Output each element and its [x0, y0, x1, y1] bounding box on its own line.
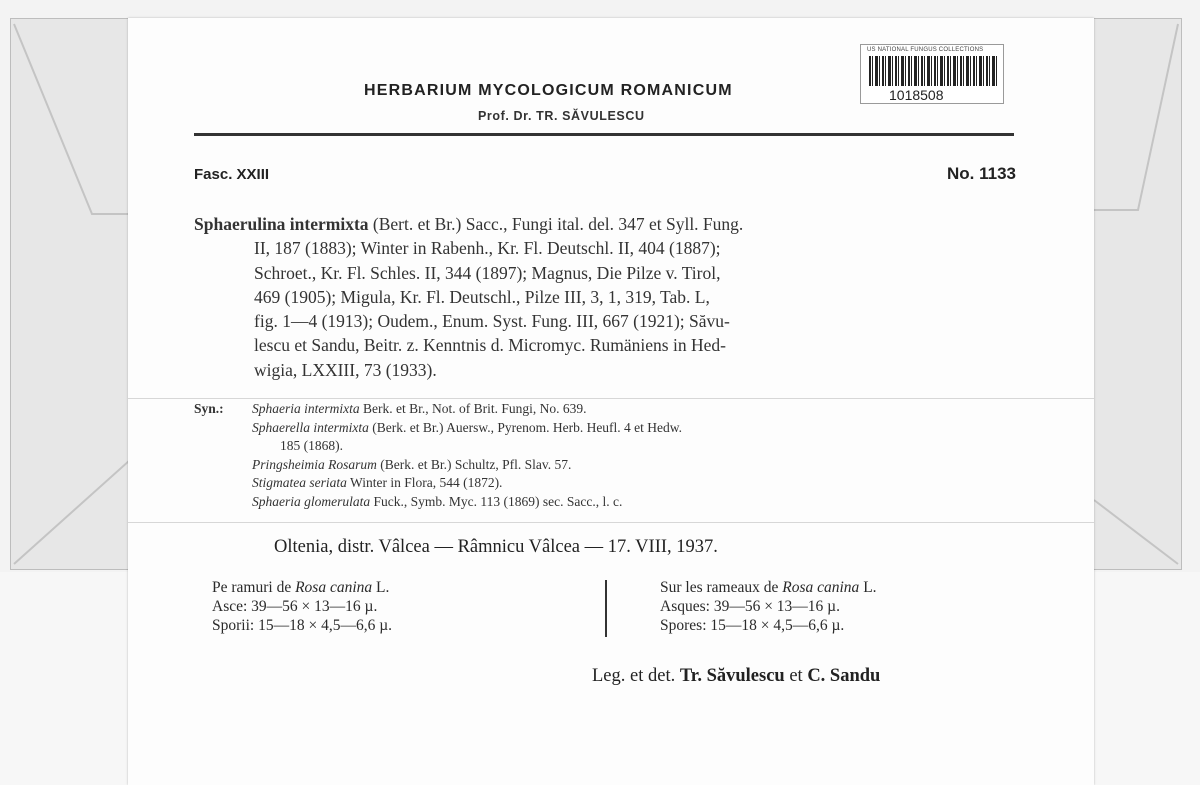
habitat-romanian	[212, 578, 592, 635]
synonym-name: Sphaeria intermixta	[252, 401, 360, 416]
synonym-name: Pringsheimia Rosarum	[252, 456, 377, 472]
asci-measurement: Asce: 39—56 × 13—16 µ.	[212, 598, 378, 615]
citation-block	[194, 212, 1016, 382]
synonym-name: Sphaeria glomerulata	[252, 493, 371, 509]
right-flap-edge	[1094, 24, 1178, 210]
citation-line: 469 (1905); Migula, Kr. Fl. Deutschl., Pilze III, 3, 1, 319, Tab. L,	[254, 286, 710, 307]
herbarium-subtitle: Prof. Dr. TR. SĂVULESCU	[478, 109, 645, 123]
taxon-name: Sphaerulina intermixta	[194, 214, 369, 234]
citation-text: (Bert. et Br.) Sacc., Fungi ital. del. 347 et Syll. Fung.	[368, 214, 744, 234]
host-prefix: Pe ramuri de	[212, 579, 296, 596]
synonym-text: Winter in Flora, 544 (1872).	[346, 475, 503, 491]
right-flap-lower-edge	[1094, 500, 1178, 564]
synonyms-label: Syn.:	[194, 401, 224, 416]
synonym-text: (Berk. et Br.) Schultz, Pfl. Slav. 57.	[376, 456, 572, 472]
synonym-line	[194, 474, 1024, 493]
column-divider	[605, 580, 607, 637]
synonym-line: 185 (1868).	[280, 438, 343, 454]
synonym-line	[194, 419, 1024, 438]
barcode-institution: US NATIONAL FUNGUS COLLECTIONS	[867, 47, 984, 53]
spore-measurement: Spores: 15—18 × 4,5—6,6 µ.	[660, 617, 845, 634]
synonym-text: (Berk. et Br.) Auersw., Pyrenom. Herb. Heufl. 4 et Hedw.	[368, 419, 683, 435]
synonym-text: Berk. et Br., Not. of Brit. Fungi, No. 639.	[359, 401, 587, 416]
fascicle: Fasc. XXIII	[194, 166, 270, 183]
barcode-bars	[869, 56, 997, 86]
collector-name: Tr. Săvulescu	[679, 666, 785, 686]
host-line	[212, 578, 592, 597]
synonym-line	[194, 493, 1024, 512]
host-name: Rosa canina	[782, 579, 860, 596]
host-line	[660, 578, 1080, 597]
left-flap-edge	[14, 24, 130, 214]
label-fold-line	[128, 398, 1094, 399]
host-prefix: Sur les rameaux de	[660, 579, 783, 596]
synonym-line	[194, 400, 1024, 419]
collector-name: C. Sandu	[807, 666, 881, 686]
herbarium-title: HERBARIUM MYCOLOGICUM ROMANICUM	[364, 82, 733, 99]
spore-measurement: Sporii: 15—18 × 4,5—6,6 µ.	[212, 617, 392, 634]
collector-line	[592, 666, 880, 687]
barcode-sticker	[860, 44, 1004, 104]
synonym-line	[194, 456, 1024, 475]
habitat-french	[660, 578, 1080, 635]
label-fold-line	[128, 522, 1094, 523]
host-name: Rosa canina	[295, 579, 373, 596]
collector-joiner: et	[784, 666, 808, 686]
header-rule	[194, 133, 1014, 136]
citation-line: Schroet., Kr. Fl. Schles. II, 344 (1897); Magnus, Die Pilze v. Tirol,	[254, 262, 721, 283]
synonym-name: Sphaerella intermixta	[252, 419, 369, 435]
synonyms-block	[194, 400, 1024, 512]
specimen-number: No. 1133	[947, 164, 1016, 183]
citation-line	[194, 212, 1016, 236]
collector-prefix: Leg. et det.	[592, 666, 680, 686]
host-author: L.	[859, 579, 877, 596]
citation-line: II, 187 (1883); Winter in Rabenh., Kr. Fl. Deutschl. II, 404 (1887);	[254, 238, 721, 259]
asci-measurement: Asques: 39—56 × 13—16 µ.	[660, 598, 840, 615]
citation-line: wigia, LXXIII, 73 (1933).	[254, 359, 437, 380]
citation-line: fig. 1—4 (1913); Oudem., Enum. Syst. Fung. III, 667 (1921); Săvu-	[254, 311, 730, 332]
barcode-number: 1018508	[889, 87, 944, 103]
host-author: L.	[372, 579, 390, 596]
synonym-name: Stigmatea seriata	[252, 475, 347, 491]
citation-line: lescu et Sandu, Beitr. z. Kenntnis d. Micromyc. Rumäniens in Hed-	[254, 335, 726, 356]
locality: Oltenia, distr. Vâlcea — Râmnicu Vâlcea — 17. VIII, 1937.	[274, 537, 718, 557]
synonym-text: Fuck., Symb. Myc. 113 (1869) sec. Sacc., l. c.	[370, 493, 623, 509]
left-flap-lower-edge	[14, 460, 130, 564]
